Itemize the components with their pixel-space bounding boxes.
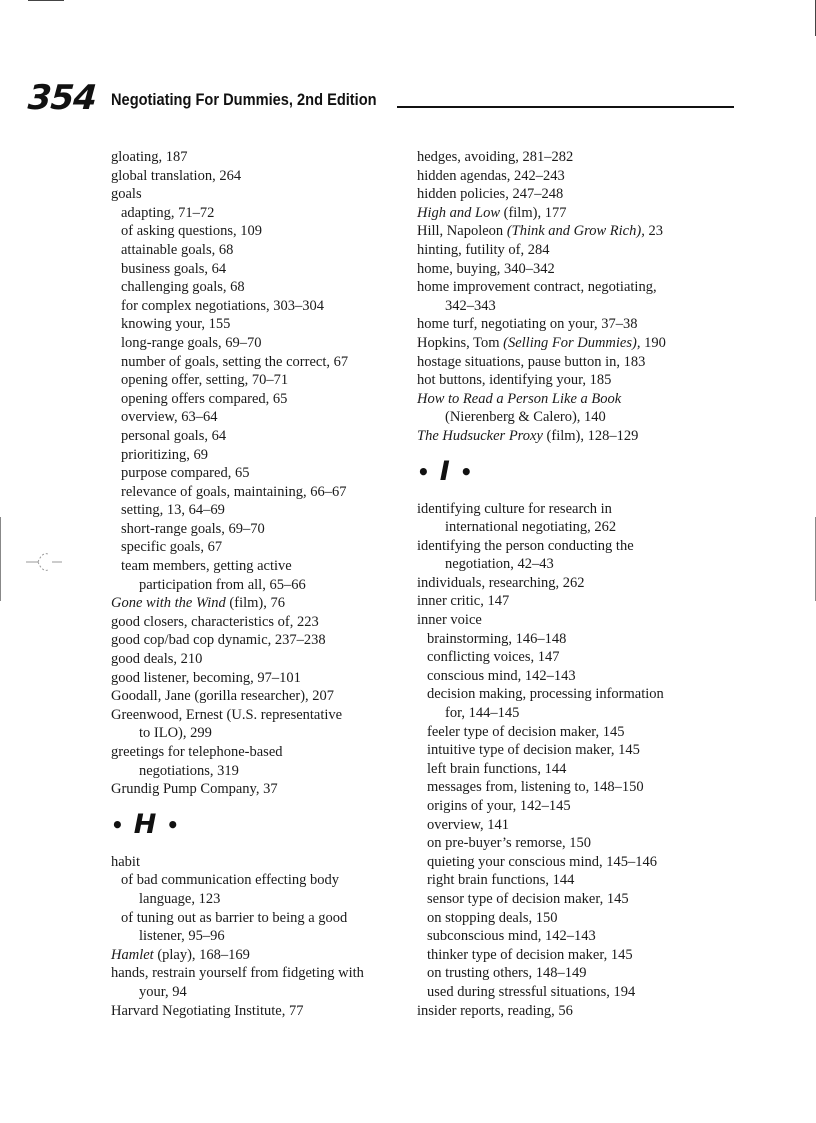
index-subentry bbox=[417, 927, 717, 946]
entry-line bbox=[427, 723, 717, 742]
index-entry bbox=[417, 371, 717, 390]
entry-line bbox=[111, 594, 411, 613]
index-subentry bbox=[417, 760, 717, 779]
entry-text: good cop/bad cop dynamic, 237–238 bbox=[111, 632, 326, 649]
section-letter-h bbox=[111, 799, 411, 853]
index-subentry bbox=[111, 371, 411, 390]
entry-line bbox=[417, 574, 717, 593]
entry-text: on pre-buyer’s remorse, 150 bbox=[427, 835, 592, 852]
entry-line bbox=[121, 557, 411, 576]
entry-line bbox=[417, 185, 717, 204]
entry-text: (play), 168–169 bbox=[153, 946, 250, 963]
index-subentry bbox=[111, 464, 411, 483]
index-entry bbox=[111, 1002, 411, 1021]
entry-line bbox=[417, 611, 717, 630]
index-subentry bbox=[417, 909, 717, 928]
index-subentry bbox=[417, 816, 717, 835]
entry-text: long-range goals, 69–70 bbox=[121, 334, 262, 351]
index-entry bbox=[417, 334, 717, 353]
entry-text: conflicting voices, 147 bbox=[427, 649, 560, 666]
entry-text: (film), 177 bbox=[500, 204, 567, 221]
entry-line bbox=[111, 706, 411, 725]
page-header bbox=[28, 78, 708, 118]
entry-text: personal goals, 64 bbox=[121, 427, 227, 444]
index-entry bbox=[111, 780, 411, 799]
index-entry bbox=[417, 167, 717, 186]
index-subentry bbox=[111, 427, 411, 446]
entry-line bbox=[111, 743, 411, 762]
entry-text: overview, 141 bbox=[427, 816, 510, 833]
entry-line bbox=[427, 741, 717, 760]
entry-line bbox=[121, 241, 411, 260]
index-subentry bbox=[111, 353, 411, 372]
index-subentry bbox=[417, 834, 717, 853]
entry-text: of bad communication effecting body bbox=[121, 872, 339, 889]
index-entry bbox=[111, 669, 411, 688]
entry-line bbox=[427, 909, 717, 928]
entry-line bbox=[121, 464, 411, 483]
entry-text: good closers, characteristics of, 223 bbox=[111, 613, 319, 630]
bullet-icon: • bbox=[459, 460, 473, 485]
entry-text: of tuning out as barrier to being a good bbox=[121, 909, 348, 926]
section-letter: I bbox=[439, 456, 450, 488]
entry-line bbox=[111, 185, 411, 204]
bullet-icon: • bbox=[111, 813, 124, 838]
index-entry bbox=[111, 594, 411, 613]
entry-page-ref: 190 bbox=[640, 334, 666, 351]
entry-text: prioritizing, 69 bbox=[121, 446, 208, 463]
entry-line bbox=[111, 669, 411, 688]
index-subentry bbox=[111, 557, 411, 594]
index-entry bbox=[417, 427, 717, 446]
index-subentry bbox=[417, 853, 717, 872]
index-entry bbox=[417, 185, 717, 204]
entry-line bbox=[121, 315, 411, 334]
entry-text: short-range goals, 69–70 bbox=[121, 520, 265, 537]
entry-text: decision making, processing information bbox=[427, 686, 664, 703]
index-entry bbox=[111, 706, 411, 743]
entry-line bbox=[121, 871, 411, 890]
entry-line bbox=[121, 222, 411, 241]
index-entry bbox=[417, 353, 717, 372]
index-subentry bbox=[417, 778, 717, 797]
page-number: 354 bbox=[26, 78, 98, 118]
index-entry bbox=[111, 650, 411, 669]
entry-text: home, buying, 340–342 bbox=[417, 260, 555, 277]
entry-italic-title: How to Read a Person Like a Book bbox=[417, 390, 622, 407]
margin-tick-left bbox=[0, 517, 1, 601]
index-entry bbox=[111, 964, 411, 1001]
entry-text: feeler type of decision maker, 145 bbox=[427, 723, 625, 740]
entry-line bbox=[121, 427, 411, 446]
index-entry bbox=[111, 613, 411, 632]
index-entry bbox=[111, 167, 411, 186]
entry-line bbox=[417, 390, 717, 409]
entry-text: inner critic, 147 bbox=[417, 593, 510, 610]
entry-continuation: (Nierenberg & Calero), 140 bbox=[445, 409, 606, 426]
entry-line bbox=[417, 592, 717, 611]
entry-line bbox=[427, 871, 717, 890]
running-title: Negotiating For Dummies, 2nd Edition bbox=[111, 90, 377, 109]
entry-line bbox=[417, 427, 717, 446]
entry-text: brainstorming, 146–148 bbox=[427, 630, 567, 647]
header-rule bbox=[397, 106, 734, 108]
section-letter-i bbox=[417, 446, 717, 500]
entry-line bbox=[417, 371, 717, 390]
entry-line bbox=[111, 613, 411, 632]
bullet-icon: • bbox=[417, 460, 430, 485]
entry-text: Goodall, Jane (gorilla researcher), 207 bbox=[111, 688, 335, 705]
entry-text: gloating, 187 bbox=[111, 149, 188, 165]
index-subentry bbox=[111, 204, 411, 223]
index-subentry bbox=[111, 222, 411, 241]
entry-italic-title: (Selling For Dummies), bbox=[503, 334, 641, 351]
index-subentry bbox=[111, 297, 411, 316]
entry-line bbox=[121, 371, 411, 390]
index-entry bbox=[111, 185, 411, 204]
entry-line bbox=[417, 500, 717, 519]
entry-line bbox=[121, 260, 411, 279]
entry-text: identifying the person conducting the bbox=[417, 537, 634, 554]
entry-italic-title: The Hudsucker Proxy bbox=[417, 427, 543, 444]
entry-text: home improvement contract, negotiating, bbox=[417, 279, 657, 296]
entry-text: subconscious mind, 142–143 bbox=[427, 928, 596, 945]
index-subentry bbox=[417, 964, 717, 983]
index-entry bbox=[111, 853, 411, 872]
entry-text: overview, 63–64 bbox=[121, 409, 218, 426]
entry-text: good deals, 210 bbox=[111, 651, 203, 668]
entry-line bbox=[417, 353, 717, 372]
entry-line bbox=[121, 408, 411, 427]
entry-text: individuals, researching, 262 bbox=[417, 574, 585, 591]
entry-text: identifying culture for research in bbox=[417, 500, 612, 517]
index-entry bbox=[417, 204, 717, 223]
entry-line bbox=[111, 687, 411, 706]
entry-text: on trusting others, 148–149 bbox=[427, 965, 587, 982]
entry-text: specific goals, 67 bbox=[121, 539, 223, 556]
index-subentry bbox=[417, 797, 717, 816]
entry-line bbox=[427, 778, 717, 797]
entry-text: habit bbox=[111, 853, 140, 870]
entry-continuation: language, 123 bbox=[139, 890, 221, 907]
entry-text: hedges, avoiding, 281–282 bbox=[417, 149, 574, 165]
entry-text: adapting, 71–72 bbox=[121, 204, 215, 221]
index-subentry bbox=[111, 871, 411, 908]
index-entry bbox=[417, 148, 717, 167]
entry-continuation: negotiation, 42–43 bbox=[445, 556, 554, 573]
entry-text: home turf, negotiating on your, 37–38 bbox=[417, 316, 638, 333]
entry-line bbox=[427, 853, 717, 872]
entry-text: inner voice bbox=[417, 612, 482, 629]
index-entry bbox=[417, 574, 717, 593]
entry-line bbox=[111, 946, 411, 965]
entry-text: messages from, listening to, 148–150 bbox=[427, 779, 644, 796]
entry-line bbox=[111, 148, 411, 167]
entry-text: challenging goals, 68 bbox=[121, 279, 245, 296]
entry-text: origins of your, 142–145 bbox=[427, 798, 571, 814]
entry-text: hostage situations, pause button in, 183 bbox=[417, 353, 646, 370]
entry-text: thinker type of decision maker, 145 bbox=[427, 946, 633, 963]
index-subentry bbox=[417, 685, 717, 722]
index-subentry bbox=[417, 946, 717, 965]
entry-italic-title: (Think and Grow Rich), bbox=[506, 223, 645, 240]
entry-line bbox=[417, 334, 717, 353]
entry-text: Hill, Napoleon bbox=[417, 223, 507, 240]
entry-line bbox=[111, 853, 411, 872]
entry-line bbox=[121, 297, 411, 316]
entry-continuation: participation from all, 65–66 bbox=[139, 576, 306, 593]
entry-line bbox=[121, 204, 411, 223]
entry-text: on stopping deals, 150 bbox=[427, 909, 558, 926]
index-subentry bbox=[417, 871, 717, 890]
entry-line bbox=[427, 890, 717, 909]
index-entry bbox=[417, 1002, 717, 1021]
index-subentry bbox=[111, 408, 411, 427]
entry-line bbox=[417, 204, 717, 223]
index-subentry bbox=[111, 390, 411, 409]
entry-text: of asking questions, 109 bbox=[121, 223, 262, 240]
entry-text: Hopkins, Tom bbox=[417, 334, 504, 351]
index-entry bbox=[417, 260, 717, 279]
entry-text: (film), 128–129 bbox=[542, 427, 639, 444]
entry-italic-title: Hamlet bbox=[111, 946, 154, 963]
entry-text: used during stressful situations, 194 bbox=[427, 983, 636, 1000]
entry-line bbox=[111, 167, 411, 186]
index-entry bbox=[417, 537, 717, 574]
entry-page-ref: 23 bbox=[644, 223, 663, 240]
entry-text: relevance of goals, maintaining, 66–67 bbox=[121, 483, 347, 500]
index-column-right bbox=[417, 148, 717, 1020]
entry-text: opening offer, setting, 70–71 bbox=[121, 372, 289, 389]
section-letter: H bbox=[133, 809, 157, 841]
entry-italic-title: Gone with the Wind bbox=[111, 595, 226, 612]
index-subentry bbox=[111, 260, 411, 279]
index-subentry bbox=[417, 741, 717, 760]
entry-line bbox=[111, 780, 411, 799]
index-subentry bbox=[417, 667, 717, 686]
entry-line bbox=[427, 816, 717, 835]
entry-line bbox=[121, 909, 411, 928]
entry-text: quieting your conscious mind, 145–146 bbox=[427, 853, 657, 870]
entry-text: opening offers compared, 65 bbox=[121, 390, 288, 407]
entry-text: right brain functions, 144 bbox=[427, 872, 575, 889]
entry-line bbox=[427, 648, 717, 667]
index-subentry bbox=[111, 278, 411, 297]
index-entry bbox=[111, 687, 411, 706]
entry-line bbox=[427, 964, 717, 983]
entry-text: conscious mind, 142–143 bbox=[427, 667, 576, 684]
entry-line bbox=[427, 797, 717, 816]
index-subentry bbox=[111, 334, 411, 353]
entry-line bbox=[111, 650, 411, 669]
index-entry bbox=[417, 390, 717, 427]
index-subentry bbox=[111, 446, 411, 465]
entry-line bbox=[427, 685, 717, 704]
index-subentry bbox=[417, 648, 717, 667]
entry-text: purpose compared, 65 bbox=[121, 465, 250, 482]
index-subentry bbox=[111, 483, 411, 502]
entry-line bbox=[417, 260, 717, 279]
entry-continuation: your, 94 bbox=[139, 983, 187, 1000]
entry-text: for complex negotiations, 303–304 bbox=[121, 297, 324, 314]
entry-text: intuitive type of decision maker, 145 bbox=[427, 742, 640, 759]
bullet-icon: • bbox=[166, 813, 180, 838]
entry-text: team members, getting active bbox=[121, 558, 292, 575]
index-entry bbox=[417, 278, 717, 315]
entry-text: hidden policies, 247–248 bbox=[417, 186, 564, 203]
entry-line bbox=[427, 983, 717, 1002]
index-entry bbox=[111, 743, 411, 780]
entry-line bbox=[427, 834, 717, 853]
index-entry bbox=[417, 241, 717, 260]
entry-line bbox=[417, 148, 717, 167]
entry-line bbox=[417, 537, 717, 556]
entry-line bbox=[121, 483, 411, 502]
entry-continuation: listener, 95–96 bbox=[139, 928, 225, 945]
index-column-left bbox=[111, 148, 411, 1020]
entry-text: attainable goals, 68 bbox=[121, 241, 234, 258]
entry-continuation: 342–343 bbox=[445, 297, 496, 314]
entry-line bbox=[121, 334, 411, 353]
index-subentry bbox=[111, 520, 411, 539]
entry-line bbox=[417, 222, 717, 241]
entry-text: number of goals, setting the correct, 67 bbox=[121, 353, 349, 370]
index-subentry bbox=[417, 723, 717, 742]
crop-line-top bbox=[28, 0, 64, 1]
entry-line bbox=[121, 538, 411, 557]
entry-text: global translation, 264 bbox=[111, 167, 242, 184]
entry-continuation: negotiations, 319 bbox=[139, 762, 239, 779]
index-entry bbox=[111, 148, 411, 167]
index-entry bbox=[417, 315, 717, 334]
entry-text: business goals, 64 bbox=[121, 260, 227, 277]
entry-line bbox=[121, 520, 411, 539]
entry-continuation: to ILO), 299 bbox=[139, 725, 212, 742]
entry-line bbox=[427, 927, 717, 946]
entry-text: hinting, futility of, 284 bbox=[417, 241, 550, 258]
entry-continuation: for, 144–145 bbox=[445, 705, 520, 722]
entry-line bbox=[111, 964, 411, 983]
entry-continuation: international negotiating, 262 bbox=[445, 519, 617, 536]
entry-text: insider reports, reading, 56 bbox=[417, 1002, 573, 1019]
entry-text: knowing your, 155 bbox=[121, 316, 231, 333]
index-subentry bbox=[111, 241, 411, 260]
index-entry bbox=[111, 631, 411, 650]
entry-line bbox=[417, 1002, 717, 1021]
entry-line bbox=[121, 353, 411, 372]
entry-line bbox=[111, 631, 411, 650]
entry-line bbox=[417, 167, 717, 186]
entry-line bbox=[121, 390, 411, 409]
entry-line bbox=[417, 315, 717, 334]
index-entry bbox=[417, 611, 717, 630]
entry-line bbox=[427, 630, 717, 649]
entry-text: Greenwood, Ernest (U.S. representative bbox=[111, 706, 343, 723]
registration-mark-icon bbox=[24, 546, 64, 576]
entry-text: (film), 76 bbox=[225, 595, 285, 612]
entry-text: Grundig Pump Company, 37 bbox=[111, 781, 278, 798]
index-subentry bbox=[417, 890, 717, 909]
entry-line bbox=[111, 1002, 411, 1021]
entry-line bbox=[121, 446, 411, 465]
entry-line bbox=[417, 278, 717, 297]
entry-text: good listener, becoming, 97–101 bbox=[111, 669, 301, 686]
entry-line bbox=[427, 760, 717, 779]
entry-line bbox=[427, 667, 717, 686]
entry-italic-title: High and Low bbox=[417, 204, 500, 221]
entry-line bbox=[427, 946, 717, 965]
entry-text: hot buttons, identifying your, 185 bbox=[417, 372, 612, 389]
entry-text: goals bbox=[111, 186, 142, 203]
entry-line bbox=[417, 241, 717, 260]
entry-text: sensor type of decision maker, 145 bbox=[427, 890, 629, 907]
index-subentry bbox=[111, 909, 411, 946]
entry-text: greetings for telephone-based bbox=[111, 744, 283, 760]
index-entry bbox=[417, 222, 717, 241]
entry-text: hidden agendas, 242–243 bbox=[417, 167, 565, 184]
index-subentry bbox=[111, 315, 411, 334]
index-entry bbox=[417, 592, 717, 611]
entry-line bbox=[121, 501, 411, 520]
index-subentry bbox=[111, 538, 411, 557]
entry-text: left brain functions, 144 bbox=[427, 760, 567, 777]
entry-text: setting, 13, 64–69 bbox=[121, 502, 225, 519]
entry-line bbox=[121, 278, 411, 297]
index-subentry bbox=[417, 630, 717, 649]
entry-text: Harvard Negotiating Institute, 77 bbox=[111, 1002, 304, 1019]
index-entry bbox=[111, 946, 411, 965]
index-subentry bbox=[111, 501, 411, 520]
index-entry bbox=[417, 500, 717, 537]
index-subentry bbox=[417, 983, 717, 1002]
entry-text: hands, restrain yourself from fidgeting with bbox=[111, 965, 364, 982]
